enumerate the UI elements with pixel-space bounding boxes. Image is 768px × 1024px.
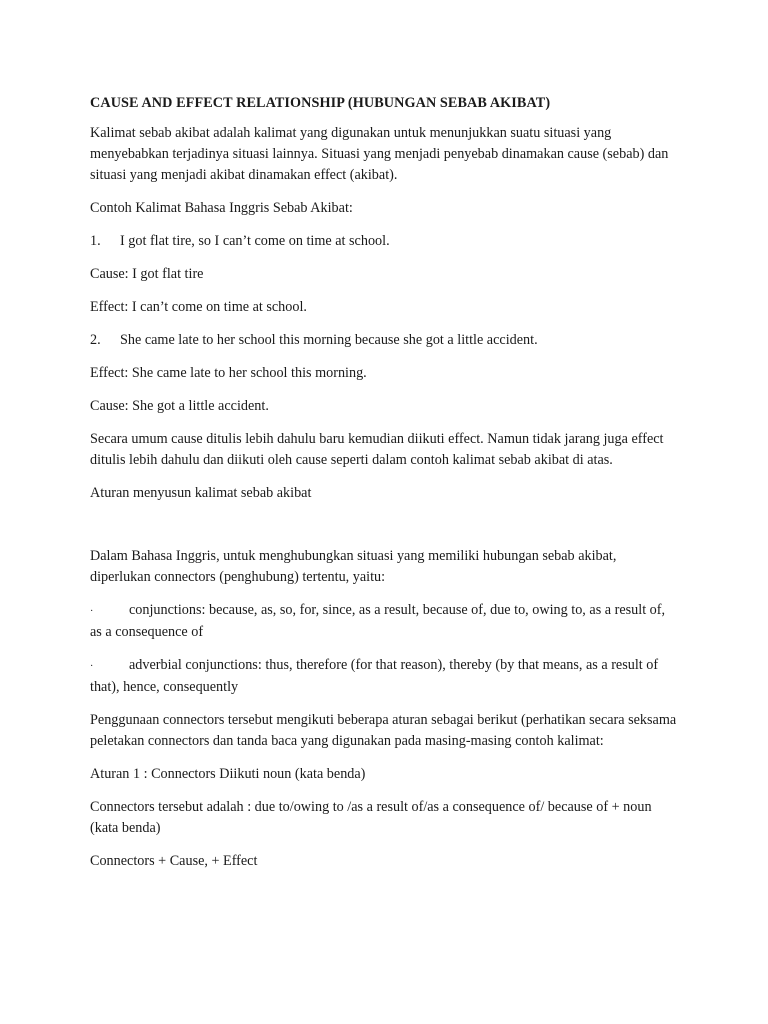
examples-heading: Contoh Kalimat Bahasa Inggris Sebab Akibat: — [90, 200, 353, 216]
rule-1-detail: Connectors tersebut adalah : due to/owing to /as a result of/as a consequence of/ because of + noun (kata benda) — [90, 799, 652, 836]
general-note-paragraph: Secara umum cause ditulis lebih dahulu baru kemudian diikuti effect. Namun tidak jarang juga effect ditulis lebih dahulu dan diikuti oleh cause seperti dalam contoh kalimat sebab akibat di atas. — [90, 431, 664, 468]
bullet-text: conjunctions: because, as, so, for, since, as a result, because of, due to, owing to, as a result of, as a consequence of — [90, 602, 666, 640]
example-2-cause: Cause: She got a little accident. — [90, 398, 269, 414]
bullet-marker: · — [90, 606, 94, 617]
bullet-marker: · — [90, 661, 94, 672]
example-1-effect: Effect: I can’t come on time at school. — [90, 299, 307, 315]
usage-note-paragraph: Penggunaan connectors tersebut mengikuti beberapa aturan sebagai berikut (perhatikan secara seksama peletakan connectors dan tanda baca yang digunakan pada masing-masing contoh kalimat: — [90, 712, 677, 749]
example-1-cause: Cause: I got flat tire — [90, 266, 204, 282]
document-title: CAUSE AND EFFECT RELATIONSHIP (HUBUNGAN SEBAB AKIBAT) — [90, 95, 551, 111]
rules-heading: Aturan menyusun kalimat sebab akibat — [90, 485, 312, 501]
intro-paragraph: Kalimat sebab akibat adalah kalimat yang digunakan untuk menunjukkan suatu situasi yang menyebabkan terjadinya situasi lainnya. Situasi yang menjadi penyebab dinamakan cause (sebab) dan situasi yang menjadi akibat dinamakan effect (akibat). — [90, 125, 669, 183]
example-2-effect: Effect: She came late to her school this morning. — [90, 365, 367, 381]
document-page — [90, 93, 680, 884]
bullet-conjunctions — [90, 600, 680, 643]
example-1-number: 1. — [90, 233, 101, 249]
rule-1-formula: Connectors + Cause, + Effect — [90, 853, 258, 869]
example-2-number: 2. — [90, 332, 101, 348]
example-1-text: I got flat tire, so I can’t come on time at school. — [120, 233, 390, 249]
example-2-text: She came late to her school this morning because she got a little accident. — [120, 332, 538, 348]
bullet-text: adverbial conjunctions: thus, therefore (for that reason), thereby (by that means, as a result of that), hence, consequently — [90, 657, 659, 695]
rule-1-heading: Aturan 1 : Connectors Diikuti noun (kata benda) — [90, 766, 366, 782]
example-1 — [90, 231, 680, 252]
bullet-adverbial-conjunctions — [90, 655, 680, 698]
example-2 — [90, 330, 680, 351]
spacer — [90, 516, 680, 546]
connectors-intro-paragraph: Dalam Bahasa Inggris, untuk menghubungkan situasi yang memiliki hubungan sebab akibat, diperlukan connectors (penghubung) tertentu, yaitu: — [90, 548, 617, 585]
